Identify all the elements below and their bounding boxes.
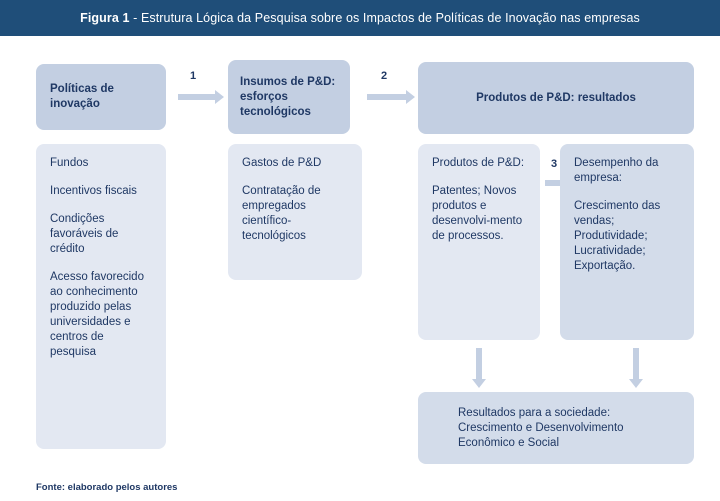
performance-item-1: Crescimento das vendas; Produtividade; Lucratividade; Exportação. xyxy=(574,200,661,272)
box-inputs-items xyxy=(228,144,362,280)
arrow-down-performance xyxy=(629,348,643,388)
box-outputs-title xyxy=(418,62,694,134)
arrow-1-shaft xyxy=(178,94,215,100)
outputs-item-0: Produtos de P&D: xyxy=(432,157,525,169)
box-policies-items xyxy=(36,144,166,449)
arrow-1-label: 1 xyxy=(190,70,197,82)
inputs-item-1: Contratação de empregados científico-tecnológicos xyxy=(242,185,321,242)
arrow-2-shaft xyxy=(367,94,406,100)
society-results-text: Resultados para a sociedade: Crescimento e Desenvolvimento Econômico e Social xyxy=(458,406,624,449)
box-policies-title xyxy=(36,64,166,130)
outputs-item-1: Patentes; Novos produtos e desenvolvi-mento de processos. xyxy=(432,185,523,242)
box-society-results xyxy=(418,392,694,464)
box-inputs-title-text: Insumos de P&D: esforços tecnológicos xyxy=(240,75,336,118)
box-policies-title-text: Políticas de inovação xyxy=(50,83,114,110)
inputs-item-0: Gastos de P&D xyxy=(242,157,322,169)
figure-caption-rest: - Estrutura Lógica da Pesquisa sobre os Impactos de Políticas de Inovação nas empresas xyxy=(129,11,640,25)
box-outputs-title-text: Produtos de P&D: resultados xyxy=(476,91,636,104)
arrow-down-performance-head xyxy=(629,379,643,388)
source-note: Fonte: elaborado pelos autores xyxy=(36,482,178,493)
arrow-1-head xyxy=(215,90,224,104)
policies-item-3: Acesso favorecido ao conhecimento produzido pelas universidades e centros de pesquisa xyxy=(50,271,144,358)
policies-item-0: Fundos xyxy=(50,157,89,169)
arrow-1 xyxy=(178,90,224,104)
figure-caption xyxy=(80,11,640,25)
figure-caption-bold: Figura 1 xyxy=(80,11,130,25)
arrow-3-label: 3 xyxy=(551,158,558,170)
policies-item-1: Incentivos fiscais xyxy=(50,185,137,197)
arrow-2-head xyxy=(406,90,415,104)
box-outputs-items xyxy=(418,144,540,340)
arrow-2 xyxy=(367,90,415,104)
performance-item-0: Desempenho da empresa: xyxy=(574,157,659,184)
policies-item-2: Condições favoráveis de crédito xyxy=(50,213,119,255)
arrow-down-outputs-head xyxy=(472,379,486,388)
arrow-down-outputs xyxy=(472,348,486,388)
arrow-down-performance-shaft xyxy=(633,348,639,379)
box-inputs-title xyxy=(228,60,350,134)
arrow-down-outputs-shaft xyxy=(476,348,482,379)
figure-header xyxy=(0,0,720,36)
arrow-2-label: 2 xyxy=(381,70,388,82)
box-performance-items xyxy=(560,144,694,340)
